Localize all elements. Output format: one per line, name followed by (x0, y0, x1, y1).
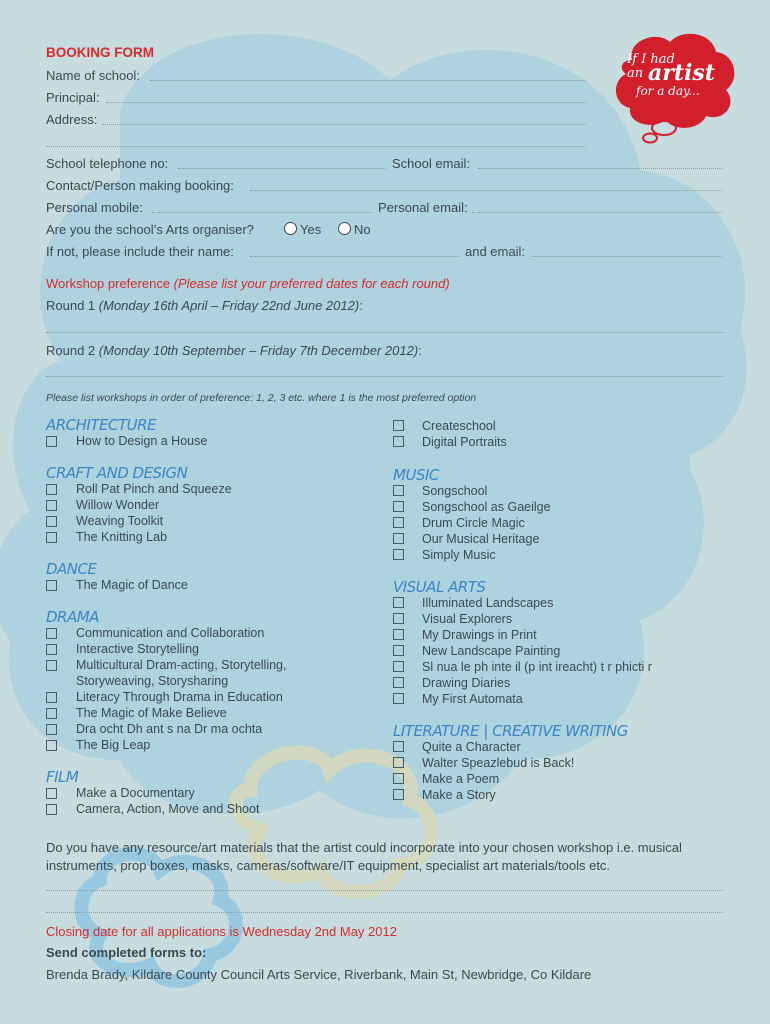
workshop-item: Illuminated Landscapes (422, 596, 554, 610)
workshop-heading-text: Workshop preference (46, 276, 171, 291)
workshop-item: The Knitting Lab (76, 530, 168, 544)
category-film: FILM (46, 768, 79, 786)
checkbox[interactable] (46, 628, 57, 639)
closing-date: Closing date for all applications is Wednesday 2nd May 2012 (46, 924, 397, 939)
logo-line1: If I had (627, 52, 675, 67)
label-contact: Contact/Person making booking: (46, 178, 234, 193)
logo-line4: for a day... (636, 84, 700, 98)
checkbox[interactable] (46, 580, 57, 591)
label-mobile: Personal mobile: (46, 200, 143, 215)
category-literature: LITERATURE | CREATIVE WRITING (393, 722, 628, 740)
checkbox[interactable] (393, 549, 404, 560)
workshop-item: The Magic of Make Believe (76, 706, 227, 720)
resources-question-line1: Do you have any resource/art materials that the artist could incorporate into your chosen workshop i.e. musical (46, 840, 682, 855)
workshop-item: Willow Wonder (76, 498, 160, 512)
label-school-email: School email: (392, 156, 471, 171)
checkbox[interactable] (46, 436, 57, 447)
form-title: BOOKING FORM (46, 45, 154, 60)
no-radio[interactable] (338, 222, 351, 235)
category-music: MUSIC (393, 466, 439, 484)
workshop-item: Interactive Storytelling (76, 642, 199, 656)
checkbox[interactable] (46, 692, 57, 703)
contact-field[interactable] (250, 190, 722, 191)
workshop-item: Visual Explorers (422, 612, 513, 626)
workshop-item: Songschool (422, 484, 488, 498)
checkbox[interactable] (46, 740, 57, 751)
principal-field[interactable] (106, 102, 586, 103)
checkbox[interactable] (46, 708, 57, 719)
workshop-item: New Landscape Painting (422, 644, 561, 658)
send-forms-heading: Send completed forms to: (46, 945, 207, 960)
checkbox[interactable] (46, 500, 57, 511)
checkbox[interactable] (46, 788, 57, 799)
organiser-yes-option[interactable] (284, 222, 321, 237)
checkbox[interactable] (46, 532, 57, 543)
checkbox[interactable] (393, 533, 404, 544)
resources-question-line2: instruments, prop boxes, masks, cameras/software/IT equipment, specialist art materials/tools etc. (46, 858, 611, 873)
checkbox[interactable] (393, 757, 404, 768)
round1-label: Round 1 (Monday 16th April – Friday 22nd June 2012): (46, 298, 363, 313)
checkbox[interactable] (46, 724, 57, 735)
workshop-item: My Drawings in Print (422, 628, 537, 642)
workshop-item: The Magic of Dance (76, 578, 188, 592)
checkbox[interactable] (393, 517, 404, 528)
checkbox[interactable] (393, 645, 404, 656)
resources-field-line2[interactable] (46, 912, 724, 913)
workshop-item: Literacy Through Drama in Education (76, 690, 283, 704)
workshop-item: Createschool (422, 419, 496, 433)
workshop-item: Sl nua le ph inte il (p int ireacht) t r phicti r (422, 660, 652, 674)
label-personal-email: Personal email: (378, 200, 468, 215)
workshop-item: My First Automata (422, 692, 523, 706)
school-name-field[interactable] (150, 80, 586, 81)
label-address: Address: (46, 112, 98, 127)
checkbox[interactable] (393, 677, 404, 688)
logo-line2: an (627, 66, 644, 81)
address-field-line2[interactable] (46, 146, 586, 147)
checkbox[interactable] (393, 436, 404, 447)
resources-field-line1[interactable] (46, 890, 724, 891)
round2-label: Round 2 (Monday 10th September – Friday 7th December 2012): (46, 343, 422, 358)
no-label: No (354, 222, 371, 237)
workshop-item: Make a Documentary (76, 786, 195, 800)
yes-label: Yes (300, 222, 322, 237)
logo-line3: artist (648, 60, 715, 86)
workshop-item: Drum Circle Magic (422, 516, 525, 530)
category-architecture: ARCHITECTURE (46, 416, 157, 434)
workshop-item: Simply Music (422, 548, 496, 562)
category-visual-arts: VISUAL ARTS (393, 578, 486, 596)
checkbox[interactable] (393, 773, 404, 784)
workshop-item: Camera, Action, Move and Shoot (76, 802, 260, 816)
workshop-item: Digital Portraits (422, 435, 507, 449)
checkbox[interactable] (393, 501, 404, 512)
label-school-name: Name of school: (46, 68, 140, 83)
workshop-heading (46, 276, 450, 291)
personal-email-field[interactable] (472, 212, 722, 213)
workshop-item: How to Design a House (76, 434, 208, 448)
organiser-email-field[interactable] (532, 256, 722, 257)
checkbox[interactable] (46, 516, 57, 527)
organiser-no-option[interactable] (338, 222, 371, 237)
workshop-item: Multicultural Dram-acting, Storytelling, (76, 658, 287, 672)
workshop-item: Our Musical Heritage (422, 532, 540, 546)
checkbox[interactable] (46, 804, 57, 815)
workshop-item: Quite a Character (422, 740, 521, 754)
workshop-item: The Big Leap (76, 738, 151, 752)
workshop-item: Communication and Collaboration (76, 626, 265, 640)
address-field-line1[interactable] (102, 124, 586, 125)
workshop-item: Make a Story (422, 788, 496, 802)
workshop-heading-note: (Please list your preferred dates for each round) (173, 276, 450, 291)
category-dance: DANCE (46, 560, 97, 578)
school-phone-field[interactable] (178, 168, 386, 169)
workshop-item-continued: Storyweaving, Storysharing (76, 674, 229, 688)
checkbox[interactable] (46, 660, 57, 671)
checkbox[interactable] (46, 644, 57, 655)
category-craft-design: CRAFT AND DESIGN (46, 464, 188, 482)
checkbox[interactable] (393, 741, 404, 752)
label-and-email: and email: (465, 244, 525, 259)
checkbox[interactable] (393, 485, 404, 496)
label-school-phone: School telephone no: (46, 156, 169, 171)
checkbox[interactable] (393, 629, 404, 640)
checkbox[interactable] (393, 420, 404, 431)
label-organiser-question: Are you the school’s Arts organiser? (46, 222, 254, 237)
checkbox[interactable] (393, 789, 404, 800)
send-address: Brenda Brady, Kildare County Council Arts Service, Riverbank, Main St, Newbridge, Co Kildare (46, 967, 592, 982)
label-if-not: If not, please include their name: (46, 244, 234, 259)
checkbox[interactable] (393, 597, 404, 608)
checkbox[interactable] (46, 484, 57, 495)
workshop-item: Roll Pat Pinch and Squeeze (76, 482, 232, 496)
round2-field[interactable] (46, 376, 724, 377)
category-drama: DRAMA (46, 608, 99, 626)
checkbox[interactable] (393, 613, 404, 624)
yes-radio[interactable] (284, 222, 297, 235)
workshop-item: Drawing Diaries (422, 676, 511, 690)
workshop-item: Dra ocht Dh ant s na Dr ma ochta (76, 722, 263, 736)
checkbox[interactable] (393, 661, 404, 672)
workshop-item: Walter Speazlebud is Back! (422, 756, 575, 770)
school-email-field[interactable] (478, 168, 722, 169)
organiser-name-field[interactable] (250, 256, 460, 257)
workshop-item: Make a Poem (422, 772, 500, 786)
label-principal: Principal: (46, 90, 100, 105)
preference-instruction: Please list workshops in order of preference: 1, 2, 3 etc. where 1 is the most preferred option (46, 392, 477, 404)
workshop-item: Songschool as Gaeilge (422, 500, 551, 514)
workshop-item: Weaving Toolkit (76, 514, 164, 528)
round1-field[interactable] (46, 332, 724, 333)
checkbox[interactable] (393, 693, 404, 704)
mobile-field[interactable] (152, 212, 372, 213)
